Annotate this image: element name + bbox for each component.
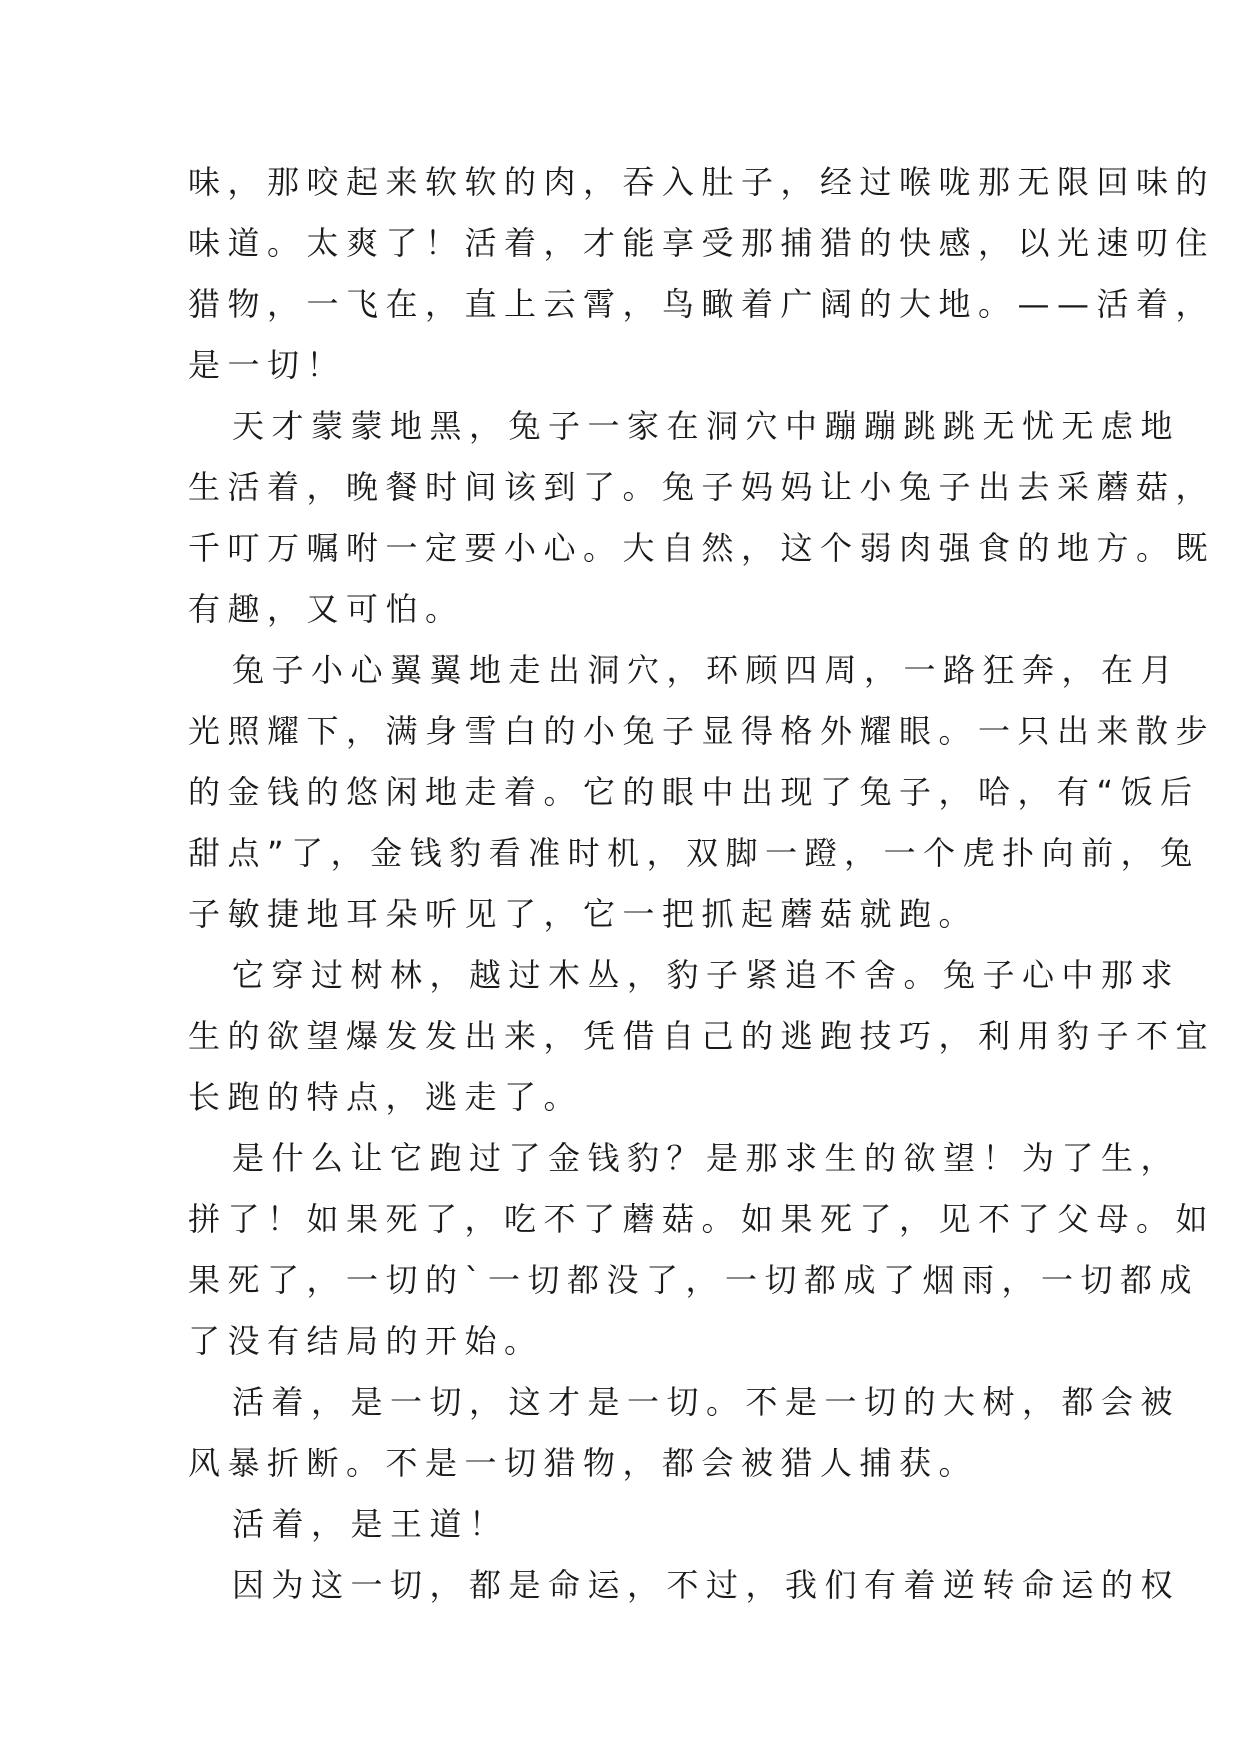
text-line: 了没有结局的开始。 [188, 1322, 544, 1360]
text-line: 果死了，一切的`一切都没了，一切都成了烟雨，一切都成 [188, 1261, 1200, 1299]
text-line: 子敏捷地耳朵听见了，它一把抓起蘑菇就跑。 [188, 895, 979, 933]
text-line: 味道。太爽了！活着，才能享受那捕猎的快感，以光速叨住 [188, 224, 1216, 262]
text-line: 活着，是王道！ [232, 1505, 509, 1543]
text-line: 长跑的特点，逃走了。 [188, 1078, 584, 1116]
text-line: 生的欲望爆发发出来，凭借自己的逃跑技巧，利用豹子不宜 [188, 1017, 1216, 1055]
text-line: 天才蒙蒙地黑，兔子一家在洞穴中蹦蹦跳跳无忧无虑地 [232, 407, 1181, 445]
text-line: 光照耀下，满身雪白的小兔子显得格外耀眼。一只出来散步 [188, 712, 1216, 750]
text-line: 兔子小心翼翼地走出洞穴，环顾四周，一路狂奔，在月 [232, 651, 1181, 689]
text-line: 千叮万嘱咐一定要小心。大自然，这个弱肉强食的地方。既 [188, 529, 1216, 567]
text-line: 活着，是一切，这才是一切。不是一切的大树，都会被 [232, 1383, 1181, 1421]
document-body [188, 152, 1216, 1616]
text-line: 味，那咬起来软软的肉，吞入肚子，经过喉咙那无限回味的 [188, 163, 1216, 201]
text-line: 生活着，晚餐时间该到了。兔子妈妈让小兔子出去采蘑菇， [188, 468, 1216, 506]
text-line: 的金钱的悠闲地走着。它的眼中出现了兔子，哈，有“饭后 [188, 773, 1200, 811]
text-line: 猎物，一飞在，直上云霄，鸟瞰着广阔的大地。——活着， [188, 285, 1216, 323]
text-line: 它穿过树林，越过木丛，豹子紧追不舍。兔子心中那求 [232, 956, 1181, 994]
text-line: 风暴折断。不是一切猎物，都会被猎人捕获。 [188, 1444, 979, 1482]
text-line: 甜点”了，金钱豹看准时机，双脚一蹬，一个虎扑向前，兔 [188, 834, 1200, 872]
text-line: 是什么让它跑过了金钱豹？是那求生的欲望！为了生， [232, 1139, 1181, 1177]
text-line: 拼了！如果死了，吃不了蘑菇。如果死了，见不了父母。如 [188, 1200, 1216, 1238]
text-line: 是一切！ [188, 346, 347, 384]
text-line: 因为这一切，都是命运，不过，我们有着逆转命运的权 [232, 1566, 1181, 1604]
text-line: 有趣，又可怕。 [188, 590, 465, 628]
